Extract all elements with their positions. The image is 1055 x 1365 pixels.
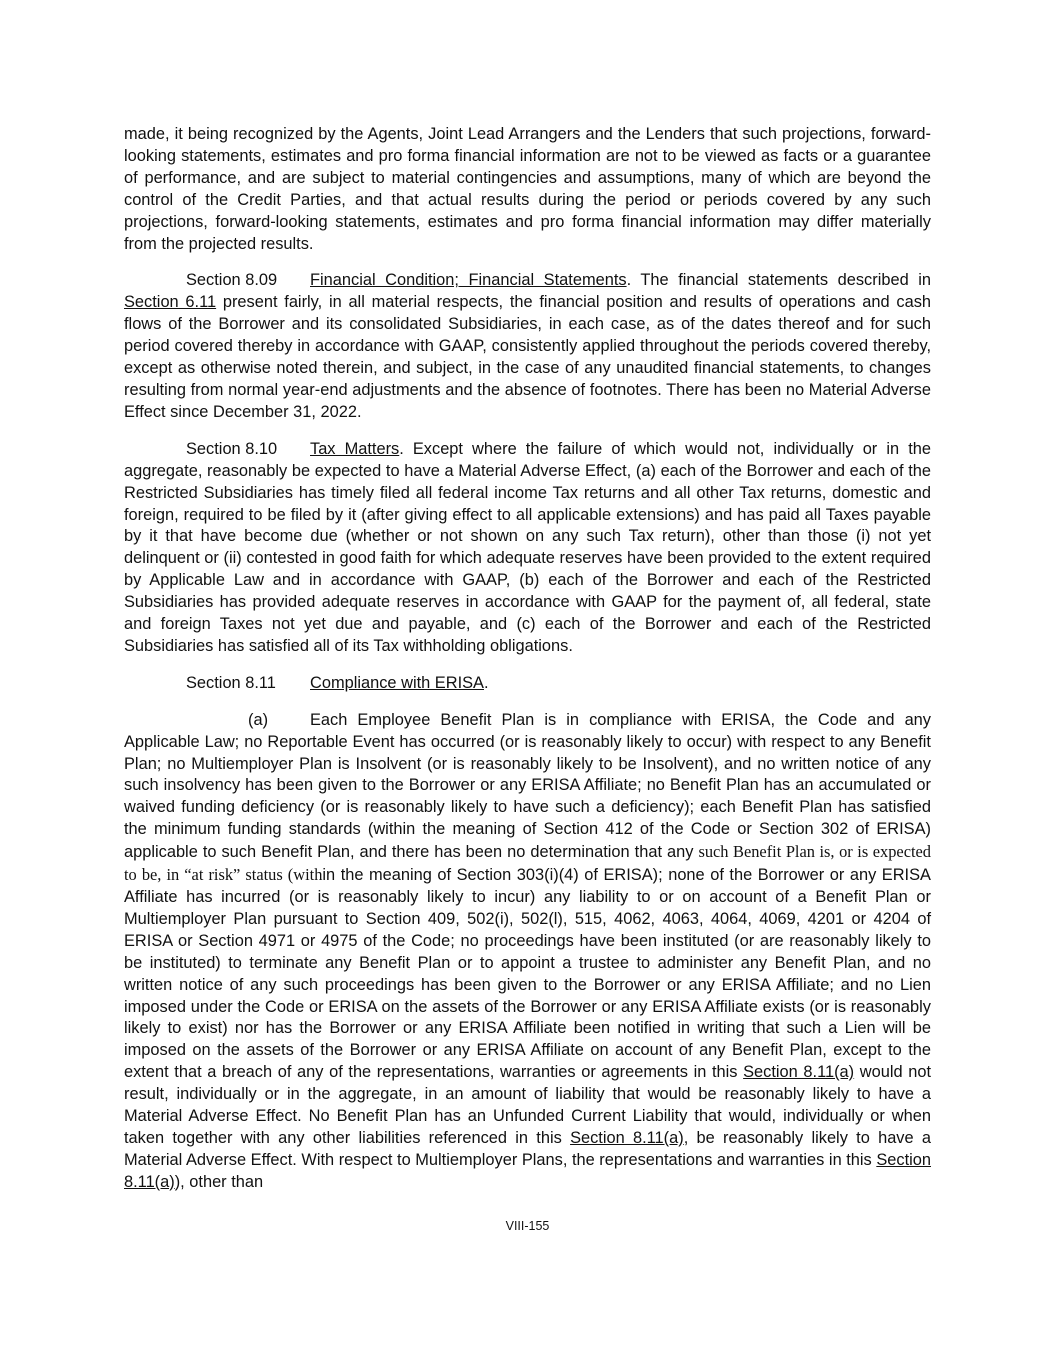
section-number: Section 8.10	[186, 439, 278, 458]
page-number: VIII-155	[505, 1219, 550, 1233]
section-text: . The financial statements described in	[626, 271, 931, 290]
subsection-text-serif: such Benefit Plan is, or is expected to be, in “at risk” status (with	[124, 842, 931, 885]
cross-reference: Section 8.11(a)	[570, 1128, 684, 1147]
cross-reference: Section 8.11(a)	[743, 1063, 855, 1082]
section-number: Section 8.11	[186, 673, 276, 692]
section-number: Section 8.09	[186, 271, 278, 290]
document-page	[124, 124, 931, 1194]
section-title: Tax Matters	[310, 439, 400, 458]
section-title: Financial Condition; Financial Statements	[310, 271, 627, 290]
section-8-10	[124, 439, 931, 658]
section-text: present fairly, in all material respects, the financial position and results of operations and cash flows of the Borrower and its consolidated Subsidiaries, in each case, as of the dates thereof and for such period covered thereby in accordance with GAAP, consistently applied throughout the periods covered thereby, except as otherwise noted therein, and subject, in the case of any unaudited financial statements, to changes resulting from normal year-end adjustments and the absence of footnotes. There has been no Material Adverse Effect since December 31, 2022.	[124, 293, 931, 421]
section-title: Compliance with ERISA	[310, 673, 484, 692]
subsection-text: would not result, individually or in the aggregate, in an amount of liability that would be reasonably likely to have a Material Adverse Effect. No Benefit Plan has an Unfunded Current Liability that would, individually or when taken together with any other liabilities referenced in this	[124, 1063, 931, 1147]
subsection-text: Each Employee Benefit Plan is in compliance with ERISA, the Code and any Applicable Law; no Reportable Event has occurred (or is reasonably likely to occur) with respect to any Benefit Plan; no Multiemployer Plan is Insolvent (or is reasonably likely to be Insolvent), and no written notice of any such insolvency has been given to the Borrower or any ERISA Affiliate; no Benefit Plan has an accumulated or waived funding deficiency (or is reasonably likely to have such a deficiency); each Benefit Plan has satisfied the minimum funding standards (within the meaning of Section 412 of the Code or Section 302 of ERISA) applicable to such Benefit Plan, and there has been no determination that any	[124, 710, 931, 862]
paragraph-continuation	[124, 124, 931, 255]
subsection-text: in the meaning of Section 303(i)(4) of ERISA); none of the Borrower or any ERISA Affiliate has incurred (or is reasonably likely to incur) any liability to or on account of a Benefit Plan or Multiemployer Plan pursuant to Section 409, 502(i), 502(l), 515, 4062, 4063, 4064, 4069, 4201 or 4204 of ERISA or Section 4971 or 4975 of the Code; no proceedings have been instituted (or are reasonably likely to be instituted) to terminate any Benefit Plan or to appoint a trustee to administer any Benefit Plan, and no written notice of any such proceedings has been given to the Borrower or any ERISA Affiliate; and no Lien imposed under the Code or ERISA on the assets of the Borrower or any ERISA Affiliate exists (or is reasonably likely to exist) nor has the Borrower or any ERISA Affiliate been notified in writing that such a Lien will be imposed on the assets of the Borrower or any ERISA Affiliate on account of any Benefit Plan, except to the extent that a breach of any of the representations, warranties or agreements in this	[124, 866, 931, 1082]
subsection-text: , be reasonably likely to have a Material Adverse Effect. With respect to Multiemployer Plans, the representations and warranties in this	[124, 1128, 931, 1169]
section-8-11	[124, 673, 931, 695]
cross-reference: Section 8.11(a)	[124, 1150, 931, 1191]
section-text: . Except where the failure of which would not, individually or in the aggregate, reasonably be expected to have a Material Adverse Effect, (a) each of the Borrower and each of the Restricted Subsidiaries has timely filed all federal income Tax returns and all other Tax returns, domestic and foreign, required to be filed by it (after giving effect to all applicable extensions) and has paid all Taxes payable by it that have become due (whether or not shown on any such Tax return), other than those (i) not yet delinquent or (ii) contested in good faith for which adequate reserves have been provided to the extent required by Applicable Law and in accordance with GAAP, (b) each of the Borrower and each of the Restricted Subsidiaries has provided adequate reserves in accordance with GAAP for the payment of, all federal, state and foreign Taxes not yet due and payable, and (c) each of the Borrower and each of the Restricted Subsidiaries has satisfied all of its Tax withholding obligations.	[124, 439, 931, 655]
paragraph-text: made, it being recognized by the Agents, Joint Lead Arrangers and the Lenders that such projections, forward-looking statements, estimates and pro forma financial information are not to be viewed as facts or a guarantee of performance, and are subject to material contingencies and assumptions, many of which are beyond the control of the Credit Parties, and that actual results during the period or periods covered by any such projections, forward-looking statements, estimates and pro forma financial information may differ materially from the projected results.	[124, 125, 931, 253]
section-text: .	[484, 673, 489, 692]
cross-reference: Section 6.11	[124, 293, 217, 312]
subsection-number: (a)	[248, 710, 269, 729]
section-8-09	[124, 270, 931, 423]
section-8-11-a	[124, 710, 931, 1194]
subsection-text: ), other than	[174, 1172, 264, 1191]
